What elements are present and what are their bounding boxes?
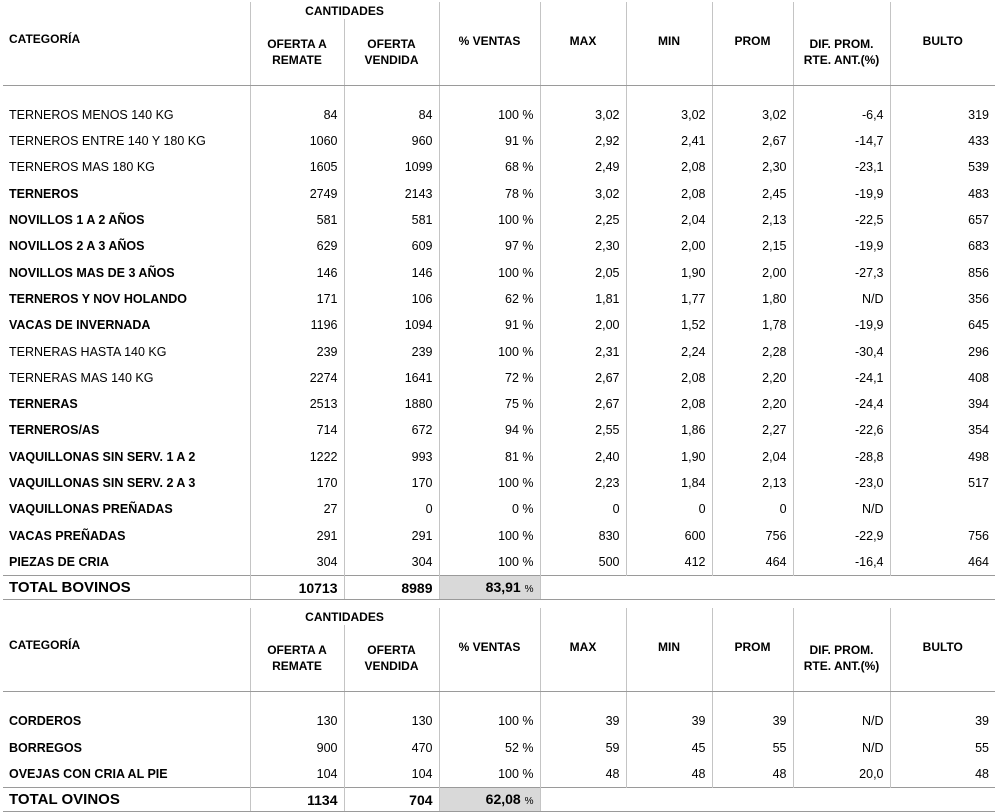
header-dif: DIF. PROM. RTE. ANT.(%) [793, 19, 890, 86]
cell-max: 2,30 [540, 233, 626, 259]
cell-remate: 581 [250, 207, 344, 233]
cell-pct: 100 % [439, 260, 540, 286]
header-oferta-vendida: OFERTA VENDIDA [344, 19, 439, 86]
table-row [3, 418, 995, 444]
cell-vendida: 0 [344, 496, 439, 522]
cell-min: 2,41 [626, 128, 712, 154]
cell-pct: 91 % [439, 312, 540, 338]
cell-remate: 1060 [250, 128, 344, 154]
cell-vendida: 609 [344, 233, 439, 259]
cell-cat: NOVILLOS 1 A 2 AÑOS [9, 213, 145, 228]
cell-dif: -14,7 [793, 128, 890, 154]
cell-max: 59 [540, 735, 626, 761]
cell-prom: 2,00 [712, 260, 793, 286]
cell-max: 48 [540, 761, 626, 788]
cell-prom: 2,20 [712, 391, 793, 417]
cell-vendida: 304 [344, 549, 439, 576]
cell-max: 2,67 [540, 391, 626, 417]
header-bulto: BULTO [890, 19, 995, 86]
table-row [3, 444, 995, 470]
cell-dif: -28,8 [793, 444, 890, 470]
bovinos-header-row [3, 19, 995, 86]
header-prom: PROM [712, 625, 793, 692]
cell-min: 2,04 [626, 207, 712, 233]
cell-pct: 97 % [439, 233, 540, 259]
cell-bulto: 408 [890, 365, 995, 391]
table-row [3, 207, 995, 233]
cell-prom: 2,13 [712, 207, 793, 233]
header-prom: PROM [712, 19, 793, 86]
cell-vendida: 1099 [344, 155, 439, 181]
header-max: MAX [540, 625, 626, 692]
cell-cat: OVEJAS CON CRIA AL PIE [9, 766, 168, 781]
table-row [3, 181, 995, 207]
cell-prom: 3,02 [712, 102, 793, 128]
cell-dif: -19,9 [793, 233, 890, 259]
table-row [3, 549, 995, 576]
cell-vendida: 239 [344, 339, 439, 365]
cell-bulto: 296 [890, 339, 995, 365]
table-row [3, 155, 995, 181]
cell-vendida: 170 [344, 470, 439, 496]
cell-max: 2,67 [540, 365, 626, 391]
cell-max: 2,31 [540, 339, 626, 365]
livestock-report-sheet [3, 2, 995, 812]
cell-dif: -22,5 [793, 207, 890, 233]
cell-vendida: 146 [344, 260, 439, 286]
cell-vendida: 470 [344, 735, 439, 761]
cell-cat: TERNEROS/AS [9, 423, 100, 438]
cell-vendida: 130 [344, 708, 439, 734]
cell-remate: 629 [250, 233, 344, 259]
cell-pct: 75 % [439, 391, 540, 417]
cell-remate: 84 [250, 102, 344, 128]
cell-max: 2,55 [540, 418, 626, 444]
total-ovinos-pct: 62,08 % [439, 788, 540, 812]
cell-dif: N/D [793, 735, 890, 761]
cell-vendida: 1094 [344, 312, 439, 338]
cell-max: 2,40 [540, 444, 626, 470]
cell-vendida: 106 [344, 286, 439, 312]
cell-remate: 304 [250, 549, 344, 576]
cell-remate: 104 [250, 761, 344, 788]
cell-pct: 100 % [439, 708, 540, 734]
cell-pct: 72 % [439, 365, 540, 391]
cell-pct: 81 % [439, 444, 540, 470]
total-bovinos-pct: 83,91 % [439, 576, 540, 600]
cell-cat: TERNERAS HASTA 140 KG [9, 344, 167, 359]
cell-vendida: 581 [344, 207, 439, 233]
table-row [3, 365, 995, 391]
cell-remate: 146 [250, 260, 344, 286]
cell-remate: 171 [250, 286, 344, 312]
cell-pct: 100 % [439, 549, 540, 576]
cell-bulto [890, 496, 995, 522]
cell-prom: 48 [712, 761, 793, 788]
cell-dif: -22,9 [793, 523, 890, 549]
cell-min: 2,24 [626, 339, 712, 365]
table-row [3, 286, 995, 312]
cell-cat: PIEZAS DE CRIA [9, 554, 110, 569]
cell-dif: N/D [793, 708, 890, 734]
cell-remate: 1196 [250, 312, 344, 338]
cell-max: 830 [540, 523, 626, 549]
cell-max: 2,23 [540, 470, 626, 496]
cell-prom: 1,80 [712, 286, 793, 312]
cell-pct: 52 % [439, 735, 540, 761]
header-min: MIN [626, 625, 712, 692]
cell-remate: 2749 [250, 181, 344, 207]
cell-max: 3,02 [540, 102, 626, 128]
table-row [3, 496, 995, 522]
cell-dif: -24,1 [793, 365, 890, 391]
header-dif: DIF. PROM. RTE. ANT.(%) [793, 625, 890, 692]
cell-cat: TERNEROS MAS 180 KG [9, 160, 155, 175]
cell-cat: TERNERAS MAS 140 KG [9, 370, 154, 385]
cell-max: 500 [540, 549, 626, 576]
cell-cat: VACAS DE INVERNADA [9, 318, 151, 333]
cell-max: 3,02 [540, 181, 626, 207]
bovinos-table [3, 2, 995, 600]
table-row [3, 312, 995, 338]
cell-prom: 2,30 [712, 155, 793, 181]
table-row [3, 339, 995, 365]
cell-cat: TERNEROS [9, 186, 79, 201]
cell-cat: VAQUILLONAS PREÑADAS [9, 502, 173, 517]
cell-bulto: 657 [890, 207, 995, 233]
cell-dif: -23,1 [793, 155, 890, 181]
cell-max: 2,25 [540, 207, 626, 233]
cell-pct: 0 % [439, 496, 540, 522]
cell-bulto: 39 [890, 708, 995, 734]
cell-prom: 39 [712, 708, 793, 734]
cell-remate: 170 [250, 470, 344, 496]
cell-min: 1,86 [626, 418, 712, 444]
header-oferta-vendida: OFERTA VENDIDA [344, 625, 439, 692]
cell-vendida: 104 [344, 761, 439, 788]
table-row [3, 233, 995, 259]
cell-vendida: 84 [344, 102, 439, 128]
total-bovinos-row [3, 576, 995, 600]
cell-cat: CORDEROS [9, 714, 82, 729]
cell-prom: 756 [712, 523, 793, 549]
table-row [3, 260, 995, 286]
cell-bulto: 483 [890, 181, 995, 207]
cell-min: 1,90 [626, 444, 712, 470]
header-min: MIN [626, 19, 712, 86]
total-ovinos-row [3, 788, 995, 812]
cell-cat: TERNERAS [9, 397, 78, 412]
cell-cat: TERNEROS Y NOV HOLANDO [9, 291, 188, 306]
cell-pct: 100 % [439, 102, 540, 128]
cell-dif: -16,4 [793, 549, 890, 576]
cell-pct: 100 % [439, 523, 540, 549]
cell-bulto: 539 [890, 155, 995, 181]
cell-pct: 62 % [439, 286, 540, 312]
cell-vendida: 2143 [344, 181, 439, 207]
cell-max: 0 [540, 496, 626, 522]
header-oferta-remate: OFERTA A REMATE [250, 19, 344, 86]
cell-min: 2,08 [626, 155, 712, 181]
cell-dif: 20,0 [793, 761, 890, 788]
table-row [3, 470, 995, 496]
cell-prom: 464 [712, 549, 793, 576]
cell-min: 1,90 [626, 260, 712, 286]
cell-min: 412 [626, 549, 712, 576]
table-row [3, 761, 995, 788]
total-bovinos-label: TOTAL BOVINOS [3, 576, 250, 600]
header-max: MAX [540, 19, 626, 86]
cell-remate: 2513 [250, 391, 344, 417]
cell-max: 39 [540, 708, 626, 734]
cell-prom: 2,28 [712, 339, 793, 365]
cell-min: 2,08 [626, 391, 712, 417]
cell-dif: -19,9 [793, 312, 890, 338]
cell-dif: N/D [793, 286, 890, 312]
cell-dif: -19,9 [793, 181, 890, 207]
blank-cell [3, 608, 250, 625]
total-bovinos-vendida: 8989 [344, 576, 439, 600]
header-oferta-remate: OFERTA A REMATE [250, 625, 344, 692]
cell-vendida: 960 [344, 128, 439, 154]
cell-cat: NOVILLOS MAS DE 3 AÑOS [9, 265, 175, 280]
cell-remate: 900 [250, 735, 344, 761]
cell-bulto: 517 [890, 470, 995, 496]
cell-min: 2,08 [626, 181, 712, 207]
cell-cat: BORREGOS [9, 740, 82, 755]
header-bulto: BULTO [890, 625, 995, 692]
cell-vendida: 672 [344, 418, 439, 444]
table-row [3, 708, 995, 734]
total-bovinos-remate: 10713 [250, 576, 344, 600]
cell-min: 2,00 [626, 233, 712, 259]
cell-bulto: 48 [890, 761, 995, 788]
cell-dif: -24,4 [793, 391, 890, 417]
cell-min: 45 [626, 735, 712, 761]
cantidades-label: CANTIDADES [250, 2, 439, 19]
cell-remate: 1605 [250, 155, 344, 181]
cell-min: 2,08 [626, 365, 712, 391]
blank-cell [3, 2, 250, 19]
cell-remate: 27 [250, 496, 344, 522]
cell-min: 600 [626, 523, 712, 549]
cell-pct: 78 % [439, 181, 540, 207]
cell-dif: -6,4 [793, 102, 890, 128]
cell-remate: 130 [250, 708, 344, 734]
cell-remate: 239 [250, 339, 344, 365]
cell-pct: 94 % [439, 418, 540, 444]
total-ovinos-vendida: 704 [344, 788, 439, 812]
cell-min: 48 [626, 761, 712, 788]
header-categoria: CATEGORÍA [3, 625, 250, 692]
cell-remate: 2274 [250, 365, 344, 391]
cell-dif: -30,4 [793, 339, 890, 365]
cell-bulto: 683 [890, 233, 995, 259]
ovinos-table [3, 608, 995, 812]
cell-bulto: 55 [890, 735, 995, 761]
cell-max: 1,81 [540, 286, 626, 312]
cell-prom: 2,20 [712, 365, 793, 391]
cell-pct: 100 % [439, 207, 540, 233]
ovinos-header-row [3, 625, 995, 692]
cell-min: 1,84 [626, 470, 712, 496]
cell-bulto: 394 [890, 391, 995, 417]
cell-prom: 2,15 [712, 233, 793, 259]
cantidades-label: CANTIDADES [250, 608, 439, 625]
cell-prom: 2,13 [712, 470, 793, 496]
cell-cat: VAQUILLONAS SIN SERV. 1 A 2 [9, 449, 196, 464]
cell-max: 2,05 [540, 260, 626, 286]
cell-prom: 1,78 [712, 312, 793, 338]
cell-dif: -22,6 [793, 418, 890, 444]
cell-min: 1,77 [626, 286, 712, 312]
cell-pct: 100 % [439, 761, 540, 788]
table-row [3, 735, 995, 761]
table-row [3, 102, 995, 128]
cell-dif: N/D [793, 496, 890, 522]
cell-bulto: 354 [890, 418, 995, 444]
cell-dif: -23,0 [793, 470, 890, 496]
cell-vendida: 993 [344, 444, 439, 470]
cell-prom: 2,67 [712, 128, 793, 154]
cell-vendida: 1641 [344, 365, 439, 391]
cell-min: 39 [626, 708, 712, 734]
cell-dif: -27,3 [793, 260, 890, 286]
cell-cat: VAQUILLONAS SIN SERV. 2 A 3 [9, 476, 196, 491]
cell-bulto: 433 [890, 128, 995, 154]
cell-max: 2,49 [540, 155, 626, 181]
cell-prom: 0 [712, 496, 793, 522]
cell-pct: 100 % [439, 339, 540, 365]
cell-cat: VACAS PREÑADAS [9, 528, 126, 543]
cell-min: 3,02 [626, 102, 712, 128]
cell-bulto: 756 [890, 523, 995, 549]
cell-prom: 2,45 [712, 181, 793, 207]
cell-prom: 55 [712, 735, 793, 761]
cell-cat: TERNEROS MENOS 140 KG [9, 107, 174, 122]
cell-min: 0 [626, 496, 712, 522]
cell-bulto: 645 [890, 312, 995, 338]
table-row [3, 523, 995, 549]
header-ventas: % VENTAS [439, 625, 540, 692]
total-ovinos-remate: 1134 [250, 788, 344, 812]
cell-prom: 2,04 [712, 444, 793, 470]
cell-remate: 1222 [250, 444, 344, 470]
table-row [3, 391, 995, 417]
cell-vendida: 291 [344, 523, 439, 549]
cell-bulto: 464 [890, 549, 995, 576]
cell-remate: 291 [250, 523, 344, 549]
cell-cat: TERNEROS ENTRE 140 Y 180 KG [9, 134, 206, 149]
cell-vendida: 1880 [344, 391, 439, 417]
cell-prom: 2,27 [712, 418, 793, 444]
cell-bulto: 319 [890, 102, 995, 128]
cell-pct: 68 % [439, 155, 540, 181]
total-ovinos-label: TOTAL OVINOS [3, 788, 250, 812]
cell-max: 2,92 [540, 128, 626, 154]
header-categoria: CATEGORÍA [3, 19, 250, 86]
cell-bulto: 856 [890, 260, 995, 286]
cell-min: 1,52 [626, 312, 712, 338]
table-row [3, 128, 995, 154]
cell-bulto: 498 [890, 444, 995, 470]
cell-cat: NOVILLOS 2 A 3 AÑOS [9, 239, 145, 254]
cell-remate: 714 [250, 418, 344, 444]
cell-pct: 100 % [439, 470, 540, 496]
cell-pct: 91 % [439, 128, 540, 154]
cell-max: 2,00 [540, 312, 626, 338]
cell-bulto: 356 [890, 286, 995, 312]
header-ventas: % VENTAS [439, 19, 540, 86]
